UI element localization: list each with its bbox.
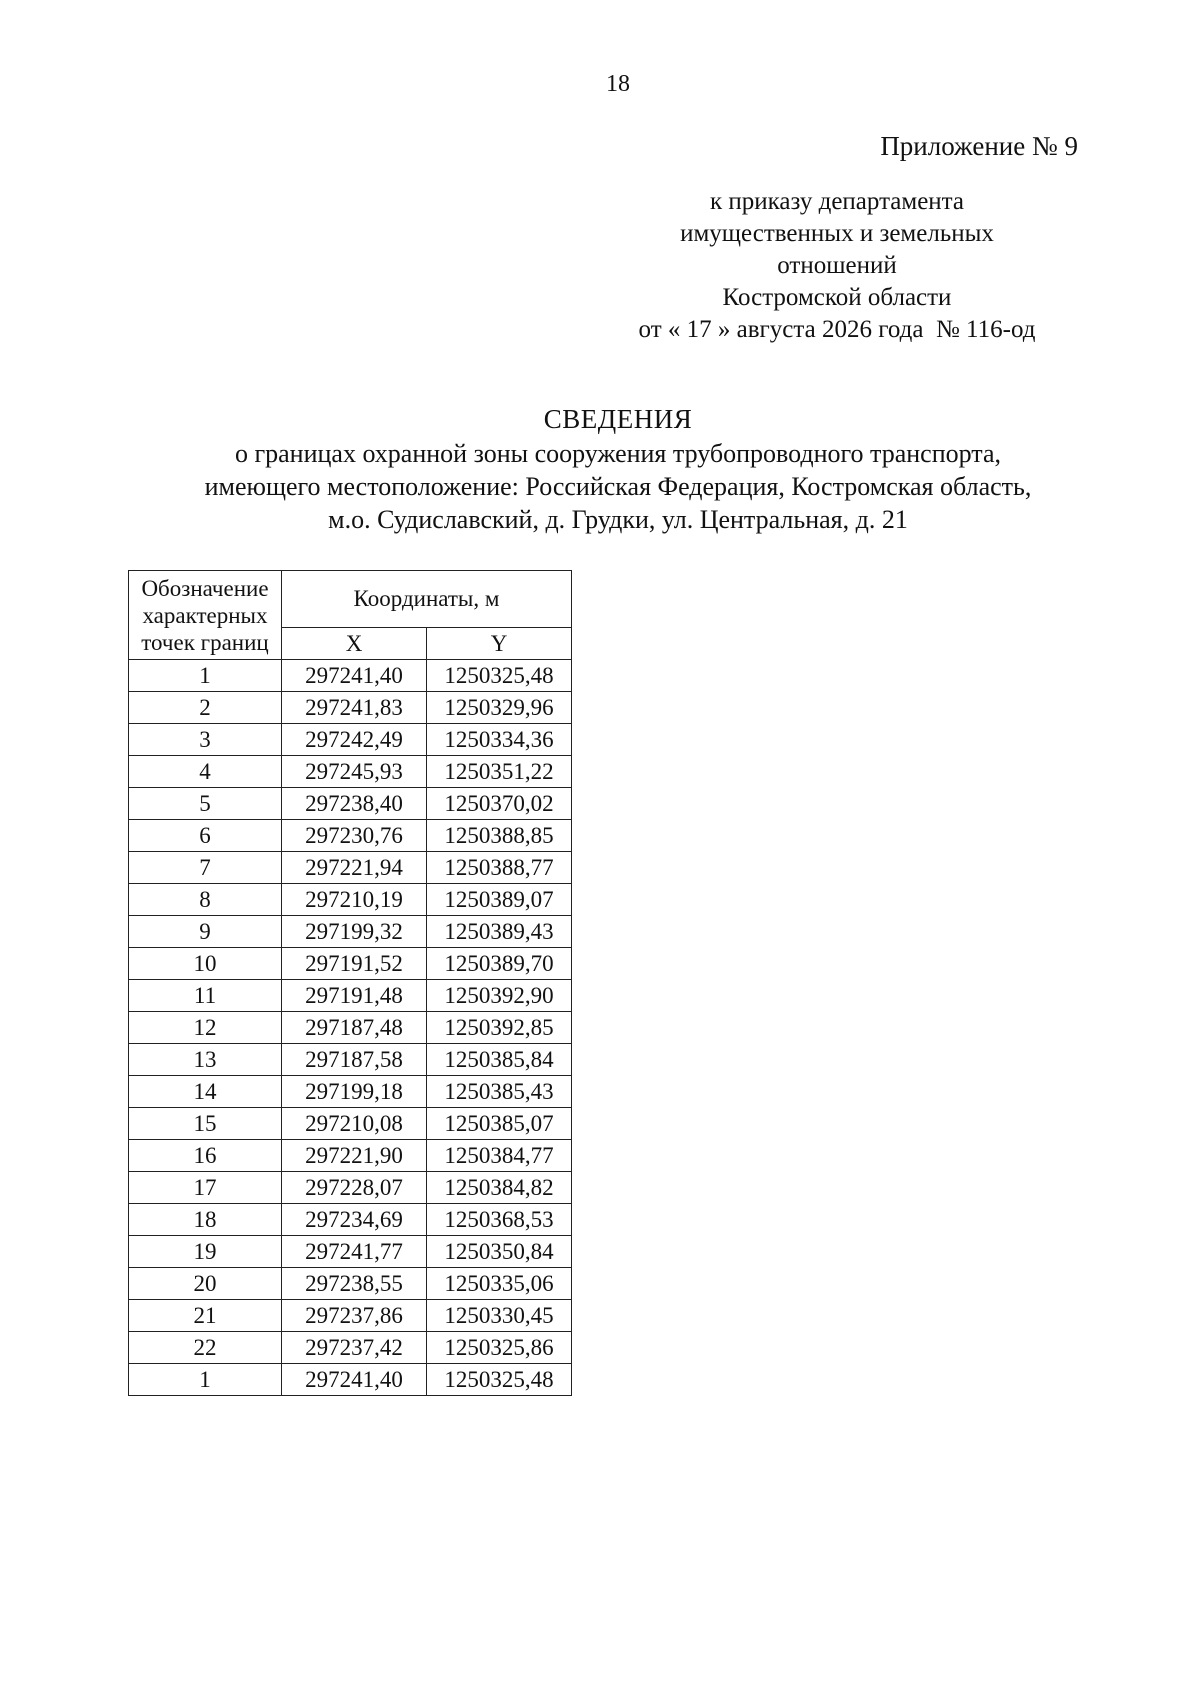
cell-x: 297241,77 — [282, 1236, 427, 1268]
order-line: Костромской области — [722, 284, 952, 311]
table-row — [129, 1172, 572, 1204]
table-row — [129, 1044, 572, 1076]
table-row — [129, 724, 572, 756]
cell-point: 3 — [129, 724, 282, 756]
cell-x: 297187,58 — [282, 1044, 427, 1076]
table-row — [129, 1364, 572, 1396]
subtitle-line: о границах охранной зоны сооружения трубопроводного транспорта, — [234, 439, 1002, 468]
cell-x: 297221,94 — [282, 852, 427, 884]
cell-point: 18 — [129, 1204, 282, 1236]
table-row — [129, 1236, 572, 1268]
cell-x: 297199,18 — [282, 1076, 427, 1108]
cell-x: 297221,90 — [282, 1140, 427, 1172]
cell-point: 7 — [129, 852, 282, 884]
cell-x: 297242,49 — [282, 724, 427, 756]
table-row — [129, 852, 572, 884]
cell-point: 16 — [129, 1140, 282, 1172]
table-row — [129, 692, 572, 724]
table-row — [129, 1012, 572, 1044]
cell-y: 1250368,53 — [427, 1204, 572, 1236]
cell-y: 1250392,90 — [427, 980, 572, 1012]
cell-x: 297230,76 — [282, 820, 427, 852]
cell-y: 1250388,77 — [427, 852, 572, 884]
cell-point: 20 — [129, 1268, 282, 1300]
cell-y: 1250385,84 — [427, 1044, 572, 1076]
cell-y: 1250334,36 — [427, 724, 572, 756]
table-header-row — [129, 571, 572, 628]
cell-point: 14 — [129, 1076, 282, 1108]
table-row — [129, 1204, 572, 1236]
cell-y: 1250389,07 — [427, 884, 572, 916]
coordinates-table — [128, 570, 572, 1396]
table-row — [129, 948, 572, 980]
table-row — [129, 820, 572, 852]
cell-x: 297228,07 — [282, 1172, 427, 1204]
cell-x: 297199,32 — [282, 916, 427, 948]
cell-y: 1250350,84 — [427, 1236, 572, 1268]
table-row — [129, 756, 572, 788]
subtitle-line: м.о. Судиславский, д. Грудки, ул. Центральная, д. 21 — [328, 505, 908, 534]
table-row — [129, 1140, 572, 1172]
cell-y: 1250330,45 — [427, 1300, 572, 1332]
cell-point: 8 — [129, 884, 282, 916]
cell-point: 13 — [129, 1044, 282, 1076]
cell-y: 1250329,96 — [427, 692, 572, 724]
cell-x: 297191,48 — [282, 980, 427, 1012]
header-y: Y — [427, 628, 572, 660]
cell-y: 1250389,43 — [427, 916, 572, 948]
order-reference — [612, 186, 1062, 346]
cell-x: 297238,40 — [282, 788, 427, 820]
cell-y: 1250384,82 — [427, 1172, 572, 1204]
cell-y: 1250325,86 — [427, 1332, 572, 1364]
cell-x: 297241,40 — [282, 1364, 427, 1396]
table-body — [129, 660, 572, 1396]
cell-y: 1250351,22 — [427, 756, 572, 788]
subtitle-line: имеющего местоположение: Российская Федерация, Костромская область, — [204, 472, 1032, 501]
cell-point: 21 — [129, 1300, 282, 1332]
table-row — [129, 788, 572, 820]
document-title: СВЕДЕНИЯ — [543, 404, 693, 434]
cell-x: 297241,40 — [282, 660, 427, 692]
appendix-title: Приложение № 9 — [880, 131, 1078, 161]
cell-x: 297187,48 — [282, 1012, 427, 1044]
cell-y: 1250392,85 — [427, 1012, 572, 1044]
table-row — [129, 980, 572, 1012]
cell-x: 297238,55 — [282, 1268, 427, 1300]
header-coordinates: Координаты, м — [282, 571, 572, 628]
cell-x: 297234,69 — [282, 1204, 427, 1236]
page-number: 18 — [606, 71, 630, 97]
table-row — [129, 1300, 572, 1332]
cell-y: 1250325,48 — [427, 660, 572, 692]
table-row — [129, 1332, 572, 1364]
cell-x: 297237,42 — [282, 1332, 427, 1364]
order-line: отношений — [777, 252, 897, 279]
cell-point: 17 — [129, 1172, 282, 1204]
cell-point: 10 — [129, 948, 282, 980]
cell-point: 5 — [129, 788, 282, 820]
table-row — [129, 916, 572, 948]
table-row — [129, 1108, 572, 1140]
cell-y: 1250325,48 — [427, 1364, 572, 1396]
order-line: имущественных и земельных — [680, 220, 994, 247]
cell-y: 1250385,07 — [427, 1108, 572, 1140]
cell-point: 6 — [129, 820, 282, 852]
table-row — [129, 1268, 572, 1300]
cell-x: 297237,86 — [282, 1300, 427, 1332]
cell-y: 1250389,70 — [427, 948, 572, 980]
cell-point: 19 — [129, 1236, 282, 1268]
cell-point: 4 — [129, 756, 282, 788]
cell-point: 2 — [129, 692, 282, 724]
cell-x: 297210,08 — [282, 1108, 427, 1140]
order-date-line: от « 17 » августа 2026 года № 116-од — [638, 316, 1036, 343]
cell-point: 11 — [129, 980, 282, 1012]
header-x: X — [282, 628, 427, 660]
cell-point: 15 — [129, 1108, 282, 1140]
cell-y: 1250335,06 — [427, 1268, 572, 1300]
cell-point: 1 — [129, 660, 282, 692]
cell-point: 12 — [129, 1012, 282, 1044]
header-point-designation: Обозначение характерных точек границ — [129, 571, 282, 660]
cell-point: 9 — [129, 916, 282, 948]
cell-x: 297191,52 — [282, 948, 427, 980]
cell-x: 297210,19 — [282, 884, 427, 916]
order-line: к приказу департамента — [709, 188, 965, 215]
table-row — [129, 1076, 572, 1108]
cell-x: 297241,83 — [282, 692, 427, 724]
table-row — [129, 884, 572, 916]
cell-point: 22 — [129, 1332, 282, 1364]
document-subtitle — [0, 437, 1200, 536]
table-row — [129, 660, 572, 692]
cell-point: 1 — [129, 1364, 282, 1396]
cell-x: 297245,93 — [282, 756, 427, 788]
cell-y: 1250388,85 — [427, 820, 572, 852]
cell-y: 1250370,02 — [427, 788, 572, 820]
cell-y: 1250385,43 — [427, 1076, 572, 1108]
cell-y: 1250384,77 — [427, 1140, 572, 1172]
